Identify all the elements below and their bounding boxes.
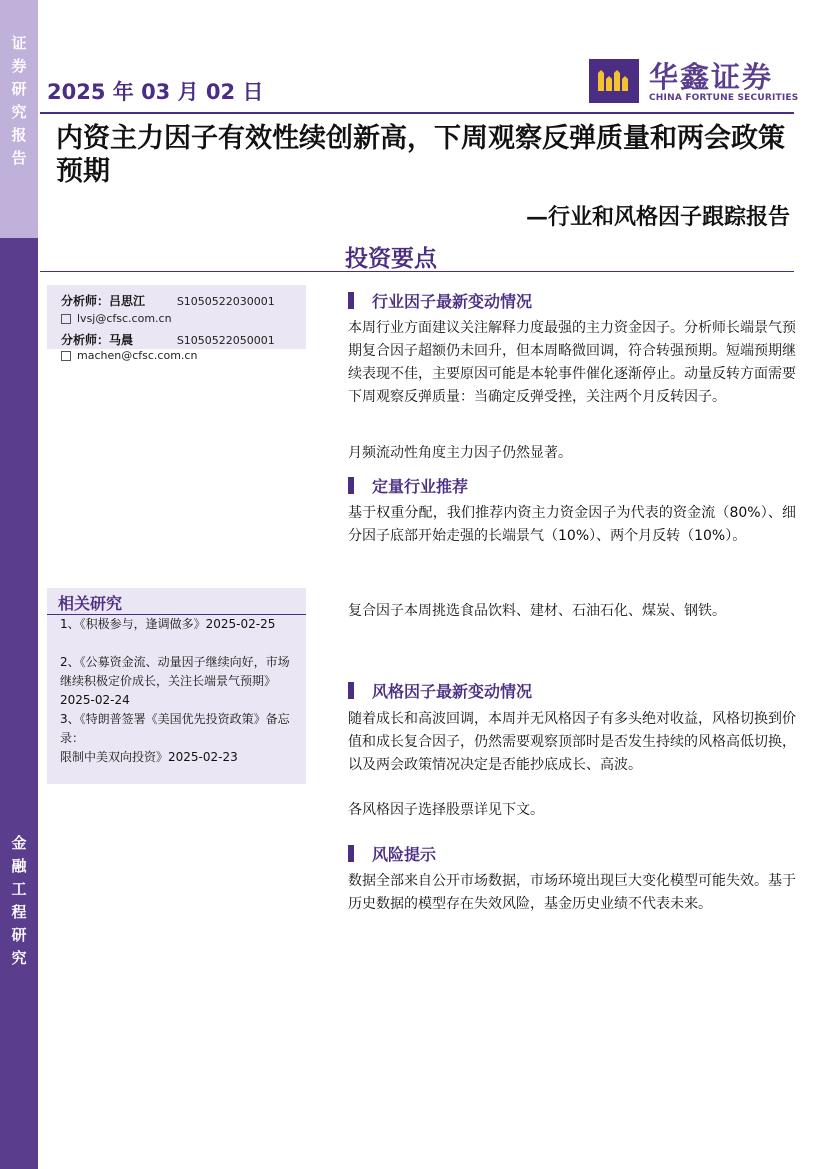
report-date: 2025 年 03 月 02 日 — [47, 80, 264, 104]
analyst-box — [47, 285, 306, 362]
report-title: 内资主力因子有效性续创新高，下周观察反弹质量和两会政策预期 — [56, 123, 785, 187]
paragraph: 各风格因子选择股票详见下文。 — [348, 802, 544, 818]
section-title: 投资要点 — [345, 245, 437, 272]
analyst-name: 分析师：吕思江 — [61, 294, 146, 308]
sidebar-char: 究 — [11, 949, 27, 967]
section-marker-icon — [348, 292, 354, 309]
email-icon — [61, 314, 71, 324]
analyst-row — [61, 292, 275, 309]
section-heading — [348, 679, 532, 701]
section-heading-text: 行业因子最新变动情况 — [372, 292, 533, 311]
related-research-item[interactable]: 3、《特朗普签署《美国优先投资政策》备忘录： — [60, 712, 290, 745]
sidebar-label-department — [0, 832, 38, 970]
sidebar-bottom-band — [0, 238, 38, 1169]
section-divider — [40, 271, 794, 272]
related-research-item[interactable]: 2、《公募资金流、动量因子继续向好，市场继续积极定价成长，关注长端景气预期》2025-02-24 — [60, 655, 290, 707]
section-heading — [348, 474, 468, 496]
paragraph: 基于权重分配，我们推荐内资主力资金因子为代表的资金流（80%）、细分因子底部开始走强的长端景气（10%）、两个月反转（10%）。 — [348, 505, 796, 544]
sidebar-char: 证 — [11, 34, 27, 52]
section-heading-text: 风格因子最新变动情况 — [372, 682, 533, 701]
section-marker-icon — [348, 682, 354, 699]
analyst-row — [61, 331, 275, 348]
logo-mark-icon — [589, 59, 639, 103]
sidebar-char: 研 — [11, 926, 27, 944]
section-marker-icon — [348, 845, 354, 862]
header-divider — [40, 112, 794, 114]
paragraph: 随着成长和高波回调，本周并无风格因子有多头绝对收益，风格切换到价值和成长复合因子，仍然需要观察顶部时是否发生持续的风格高低切换，以及两会政策情况决定是否能抄底成长、高波。 — [348, 711, 796, 773]
report-subtitle: —行业和风格因子跟踪报告 — [525, 204, 790, 230]
section-heading — [348, 842, 436, 864]
paragraph: 本周行业方面建议关注解释力度最强的主力资金因子。分析师长端景气预期复合因子超额仍未回升，但本周略微回调，符合转强预期。短端预期继续表现不佳，主要原因可能是本轮事件催化逐渐停止。动量反转方面需要下周观察反弹质量：当确定反弹受挫，关注两个月反转因子。 — [348, 320, 796, 405]
analyst-email[interactable]: lvsj@cfsc.com.cn — [77, 312, 172, 325]
sidebar-char: 融 — [11, 857, 27, 875]
analyst-email-row — [61, 349, 197, 362]
paragraph: 数据全部来自公开市场数据，市场环境出现巨大变化模型可能失效。基于历史数据的模型存在失效风险，基金历史业绩不代表未来。 — [348, 873, 796, 912]
logo-english-name: CHINA FORTUNE SECURITIES — [649, 93, 799, 103]
section-marker-icon — [348, 477, 354, 494]
paragraph: 月频流动性角度主力因子仍然显著。 — [348, 445, 572, 461]
analyst-cert: S1050522030001 — [176, 295, 275, 308]
analyst-name: 分析师：马晨 — [61, 333, 134, 347]
sidebar-char: 告 — [11, 149, 27, 167]
section-heading-text: 风险提示 — [372, 845, 437, 864]
sidebar-char: 券 — [11, 57, 27, 75]
email-icon — [61, 351, 71, 361]
paragraph: 复合因子本周挑选食品饮料、建材、石油石化、煤炭、钢铁。 — [348, 603, 726, 619]
analyst-email-row — [61, 312, 172, 325]
related-research-title: 相关研究 — [58, 594, 123, 613]
logo-chinese-name: 华鑫证券 — [649, 60, 774, 94]
related-research-item[interactable]: 1、《积极参与，逢调做多》2025-02-25 — [60, 617, 276, 631]
analyst-cert: S1050522050001 — [176, 334, 275, 347]
analyst-email[interactable]: machen@cfsc.com.cn — [77, 349, 198, 362]
company-logo — [589, 59, 799, 107]
sidebar-char: 研 — [11, 80, 27, 98]
sidebar-label-report-type — [0, 32, 38, 170]
section-heading — [348, 289, 532, 311]
sidebar-char: 究 — [11, 103, 27, 121]
sidebar-char: 工 — [11, 880, 27, 898]
section-heading-text: 定量行业推荐 — [372, 477, 469, 496]
sidebar-char: 报 — [11, 126, 27, 144]
sidebar-char: 程 — [11, 903, 27, 921]
related-research-box — [47, 588, 306, 784]
related-research-item[interactable]: 限制中美双向投资》2025-02-23 — [60, 750, 238, 764]
sidebar-char: 金 — [11, 834, 27, 852]
